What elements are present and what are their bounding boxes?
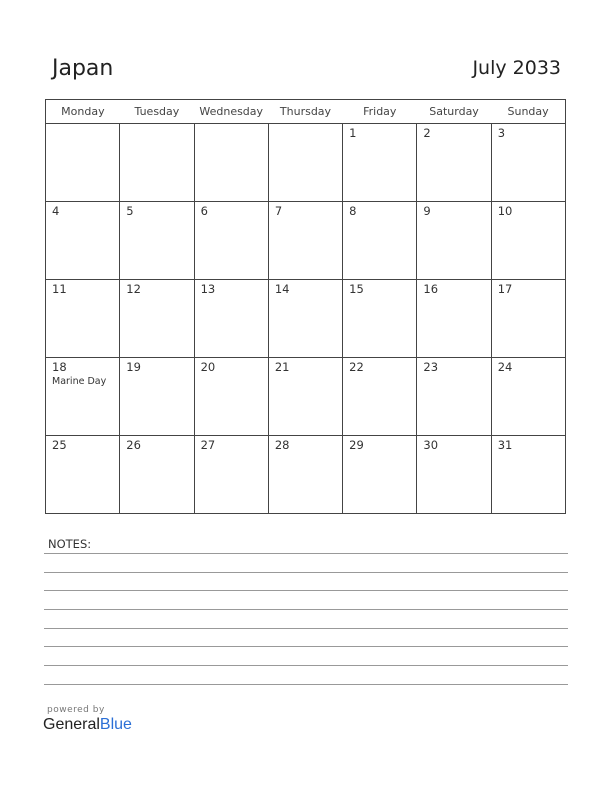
day-number: 21 — [274, 360, 290, 374]
day-cell — [194, 124, 268, 202]
day-number: 18 — [52, 360, 67, 374]
day-cell — [343, 436, 417, 514]
note-line — [44, 590, 568, 591]
day-cell — [268, 436, 342, 514]
day-number: 15 — [349, 282, 364, 296]
day-number: 31 — [497, 438, 513, 452]
day-cell — [491, 124, 565, 202]
day-cell — [268, 280, 342, 358]
month-year-title: July 2033 — [472, 57, 561, 79]
day-cell — [46, 124, 120, 202]
day-cell — [417, 436, 491, 514]
day-number: 22 — [349, 360, 364, 374]
notes-label: NOTES: — [48, 537, 92, 551]
note-line — [44, 572, 568, 573]
weekday-header-row — [46, 100, 566, 124]
day-number: 2 — [423, 126, 431, 140]
day-cell — [120, 436, 194, 514]
day-cell — [343, 280, 417, 358]
day-cell — [491, 436, 565, 514]
day-number: 5 — [126, 204, 134, 218]
weekday-thursday: Thursday — [268, 100, 342, 124]
day-number: 27 — [200, 438, 216, 452]
day-number: 7 — [274, 204, 283, 218]
day-cell — [268, 202, 342, 280]
day-cell — [194, 202, 268, 280]
day-number: 4 — [52, 204, 60, 218]
weekday-wednesday: Wednesday — [194, 100, 268, 124]
day-cell — [343, 358, 417, 436]
day-number: 6 — [200, 204, 208, 218]
day-number: 9 — [423, 204, 431, 218]
day-number: 16 — [423, 282, 439, 296]
day-cell — [343, 124, 417, 202]
weekday-sunday: Sunday — [491, 100, 565, 124]
day-number: 3 — [497, 126, 506, 140]
day-cell — [46, 202, 120, 280]
day-cell — [194, 436, 268, 514]
day-number: 17 — [497, 282, 513, 296]
week-row — [46, 124, 566, 202]
day-number: 30 — [423, 438, 439, 452]
day-cell — [268, 124, 342, 202]
day-cell — [120, 124, 194, 202]
day-cell — [268, 358, 342, 436]
day-cell — [491, 358, 565, 436]
note-line — [44, 684, 568, 685]
brand-logo — [43, 716, 132, 734]
day-cell — [120, 280, 194, 358]
day-cell — [120, 202, 194, 280]
day-number: 23 — [423, 360, 439, 374]
week-row — [46, 436, 566, 514]
day-cell — [491, 202, 565, 280]
day-cell — [417, 202, 491, 280]
day-number: 11 — [52, 282, 67, 296]
day-number: 26 — [126, 438, 141, 452]
day-cell — [120, 358, 194, 436]
day-number: 14 — [274, 282, 290, 296]
day-number: 10 — [497, 204, 513, 218]
note-line — [44, 665, 568, 666]
day-number: 8 — [349, 204, 357, 218]
day-number: 25 — [52, 438, 67, 452]
day-number: 28 — [274, 438, 290, 452]
day-cell — [194, 280, 268, 358]
calendar-grid — [45, 99, 566, 514]
weekday-friday: Friday — [343, 100, 417, 124]
holiday-label: Marine Day — [52, 376, 107, 387]
country-title: Japan — [52, 56, 114, 81]
note-line — [44, 609, 568, 610]
week-row — [46, 358, 566, 436]
powered-by-text: powered by — [47, 705, 105, 715]
day-number: 29 — [349, 438, 364, 452]
day-number: 19 — [126, 360, 141, 374]
note-line — [44, 553, 568, 554]
day-cell — [343, 202, 417, 280]
brand-name-general: General — [43, 716, 100, 733]
note-line — [44, 646, 568, 647]
day-cell — [46, 280, 120, 358]
weekday-saturday: Saturday — [417, 100, 491, 124]
day-cell — [46, 436, 120, 514]
day-number: 20 — [200, 360, 216, 374]
note-line — [44, 628, 568, 629]
day-cell — [491, 280, 565, 358]
day-cell — [194, 358, 268, 436]
brand-name-blue: Blue — [99, 716, 132, 733]
day-number: 1 — [349, 126, 357, 140]
day-cell — [417, 280, 491, 358]
day-number: 24 — [497, 360, 513, 374]
day-cell — [417, 124, 491, 202]
day-cell — [46, 358, 120, 436]
week-row — [46, 280, 566, 358]
day-number: 12 — [126, 282, 141, 296]
day-number: 13 — [200, 282, 216, 296]
weekday-monday: Monday — [46, 100, 120, 124]
day-cell — [417, 358, 491, 436]
week-row — [46, 202, 566, 280]
weekday-tuesday: Tuesday — [120, 100, 194, 124]
